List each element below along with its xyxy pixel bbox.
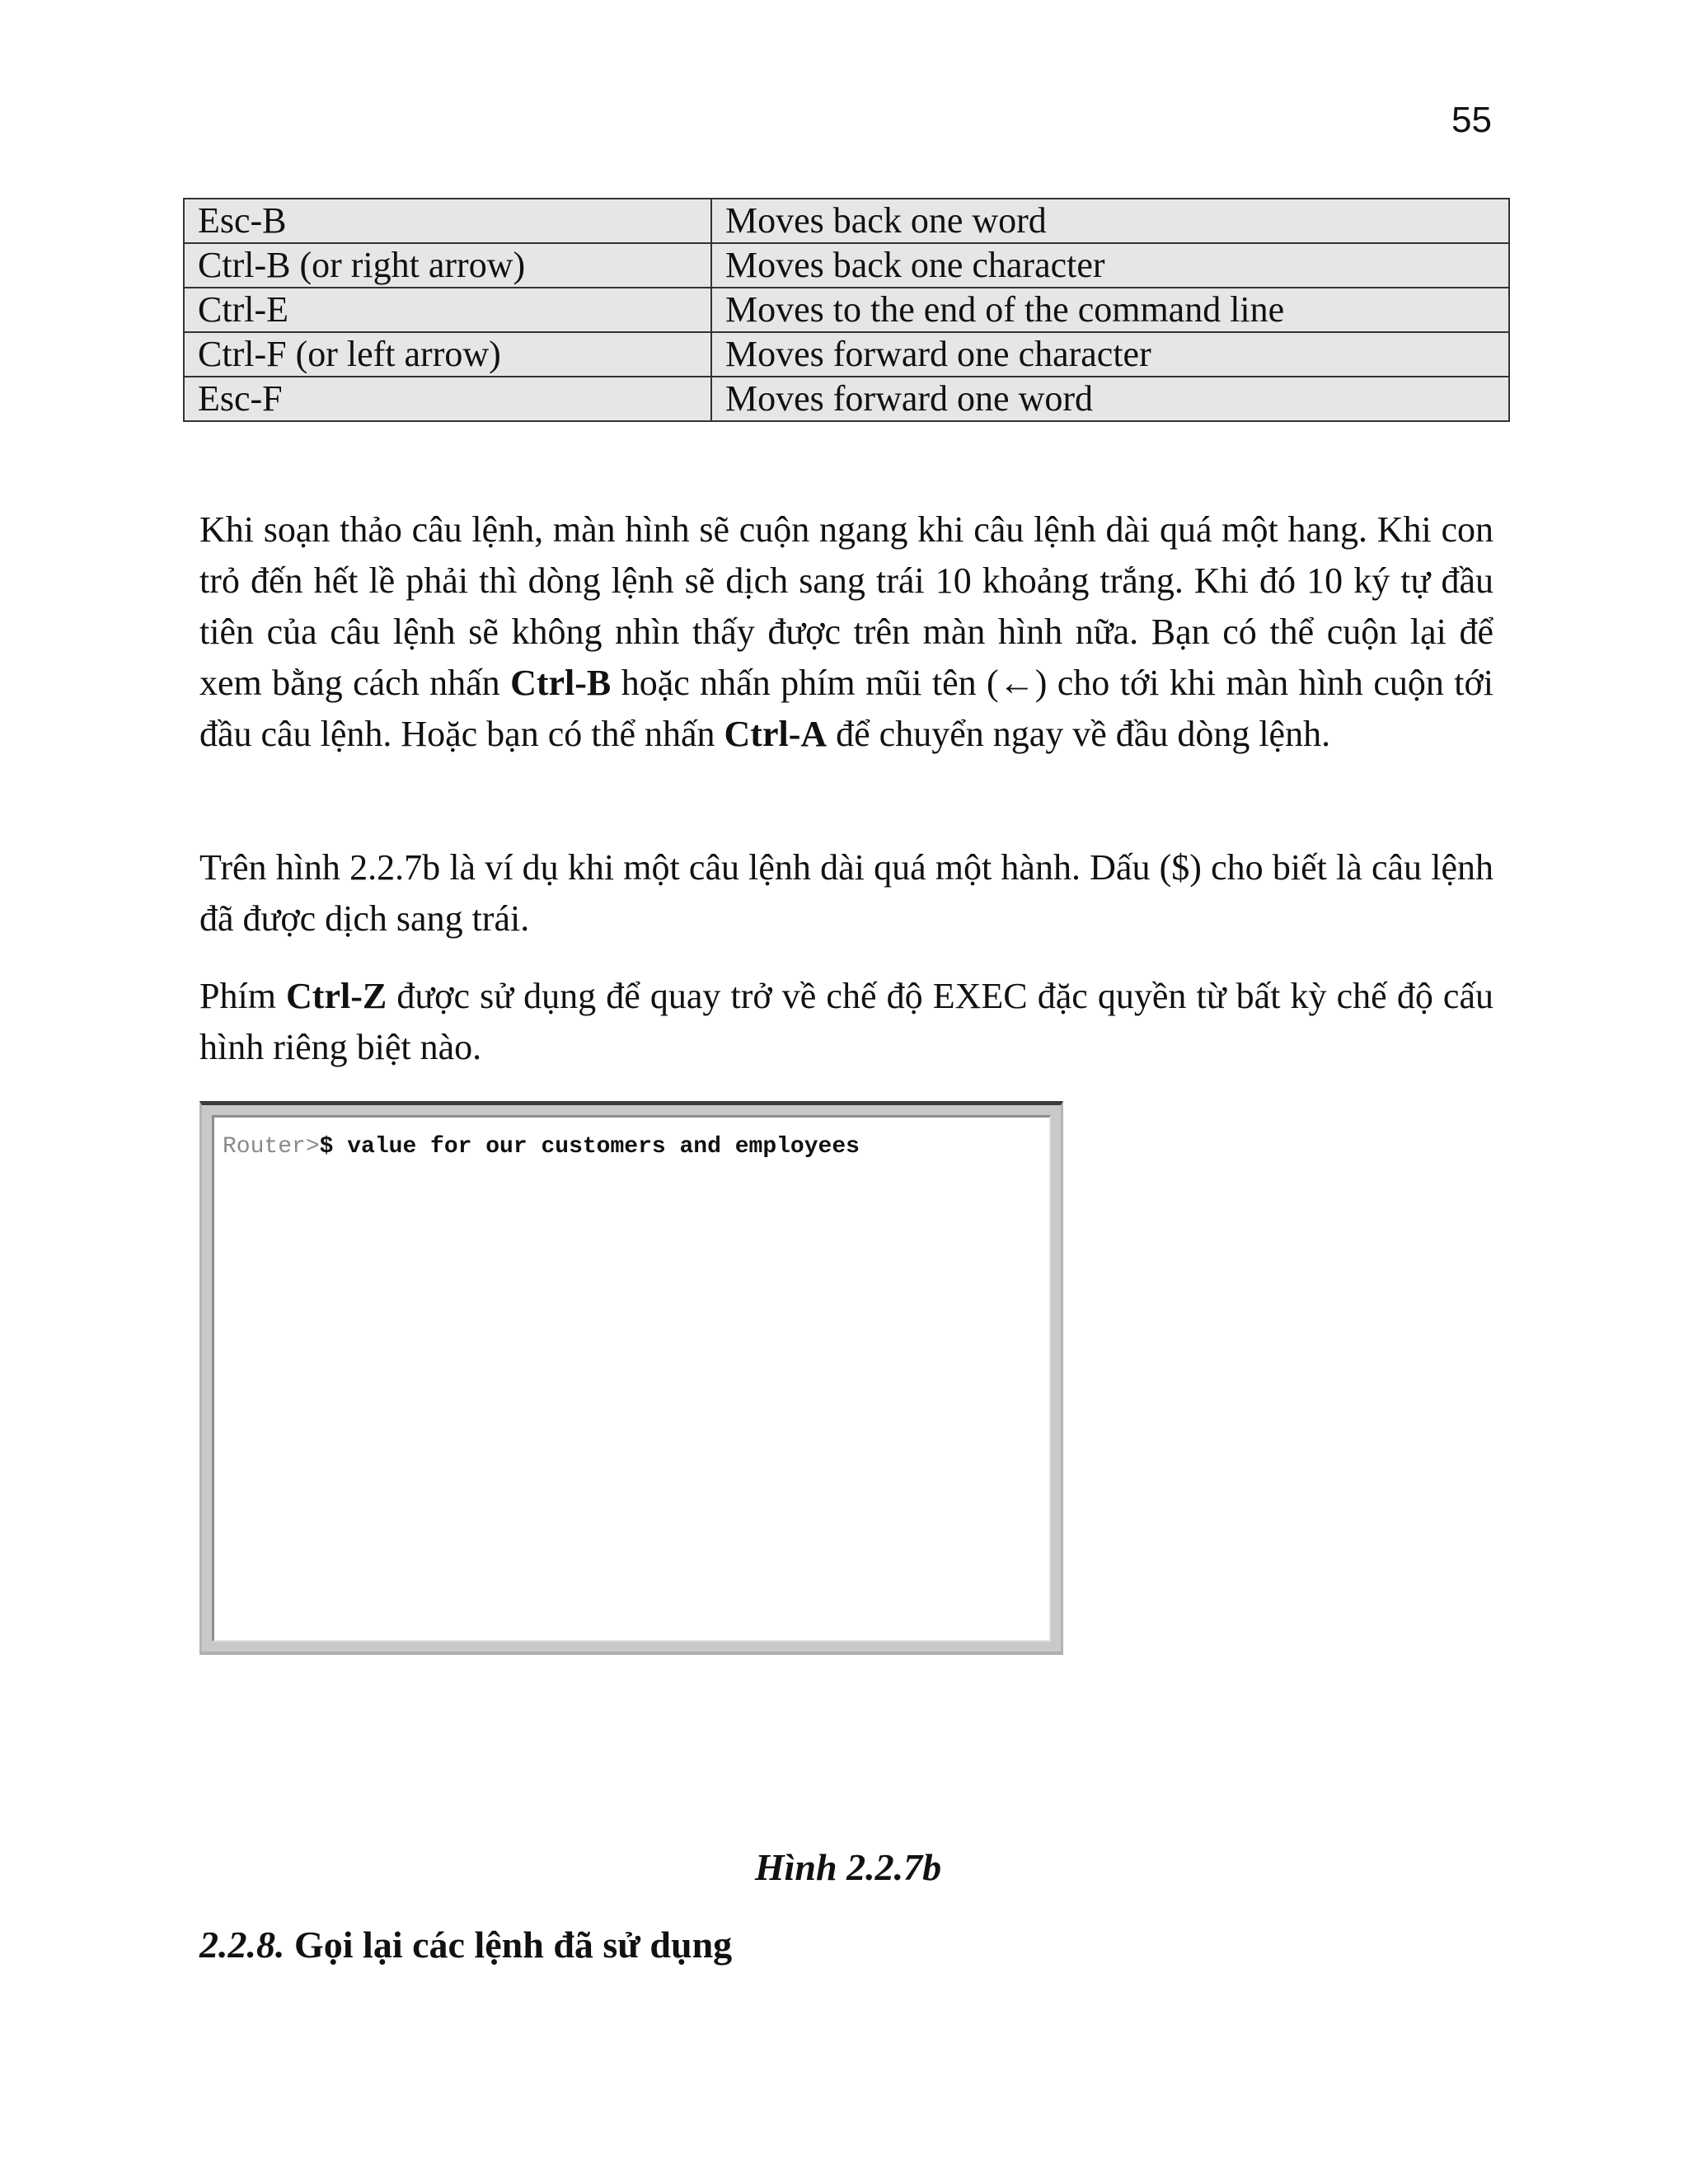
terminal-screen: [212, 1115, 1051, 1642]
paragraph-horizontal-scroll: [199, 504, 1493, 760]
paragraph-text: Khi soạn thảo câu lệnh, màn hình sẽ cuộn ngang khi câu lệnh dài quá một hang. Khi con trỏ đến hết lề phải thì dòng lệnh sẽ dịch sang trái 10 khoảng trắng. Khi đó 10 ký tự đầu tiên của câu lệnh sẽ không nhìn thấy được trên màn hình nữa. Bạn có thể cuộn lại để xem bằng cách nhấn: [199, 509, 1493, 703]
ctrl-a-key-text: Ctrl-A: [724, 714, 828, 754]
table-row: [184, 377, 1509, 421]
paragraph-text: Trên hình 2.2.7b là ví dụ khi một câu lệnh dài quá một hành. Dấu ($) cho biết là câu lệnh đã được dịch sang trái.: [199, 847, 1493, 939]
shortcut-action-cell: Moves forward one word: [711, 377, 1509, 421]
paragraph-text: để chuyển ngay về đầu dòng lệnh.: [827, 714, 1331, 754]
section-number: 2.2.8.: [199, 1924, 285, 1966]
paragraph-ctrl-z: [199, 971, 1493, 1073]
table-row: [184, 332, 1509, 377]
shortcut-key-cell: Ctrl-B (or right arrow): [184, 243, 711, 288]
shortcut-key-cell: Esc-F: [184, 377, 711, 421]
shortcut-action-cell: Moves forward one character: [711, 332, 1509, 377]
shortcut-key-cell: Esc-B: [184, 199, 711, 243]
table-row: [184, 243, 1509, 288]
keyboard-shortcut-table: [183, 198, 1510, 422]
ctrl-b-key-text: Ctrl-B: [510, 663, 612, 703]
shortcut-key-cell: Ctrl-E: [184, 288, 711, 332]
shortcut-table-body: [184, 199, 1509, 421]
shortcut-key-cell: Ctrl-F (or left arrow): [184, 332, 711, 377]
paragraph-text: Phím: [199, 976, 287, 1016]
table-row: [184, 199, 1509, 243]
section-title: Gọi lại các lệnh đã sử dụng: [294, 1924, 733, 1966]
paragraph-figure-reference: [199, 842, 1493, 944]
ctrl-z-key-text: Ctrl-Z: [286, 976, 387, 1016]
shortcut-action-cell: Moves back one word: [711, 199, 1509, 243]
figure-caption: Hình 2.2.7b: [754, 1846, 942, 1888]
page-number: 55: [1451, 100, 1492, 140]
paragraph-text: được sử dụng để quay trở về chế độ EXEC đặc quyền từ bất kỳ chế độ cấu hình riêng biệt nào.: [199, 976, 1493, 1067]
terminal-prompt: Router>: [223, 1134, 320, 1160]
shortcut-action-cell: Moves back one character: [711, 243, 1509, 288]
table-row: [184, 288, 1509, 332]
section-heading: [199, 1920, 732, 1970]
terminal-command-text: $ value for our customers and employees: [319, 1134, 860, 1160]
paragraph-text: hoặc nhấn phím mũi tên (←) cho tới khi màn hình cuộn tới đầu câu lệnh. Hoặc bạn có thể nhấn: [199, 663, 1493, 754]
terminal-window-figure: [199, 1101, 1063, 1655]
shortcut-action-cell: Moves to the end of the command line: [711, 288, 1509, 332]
